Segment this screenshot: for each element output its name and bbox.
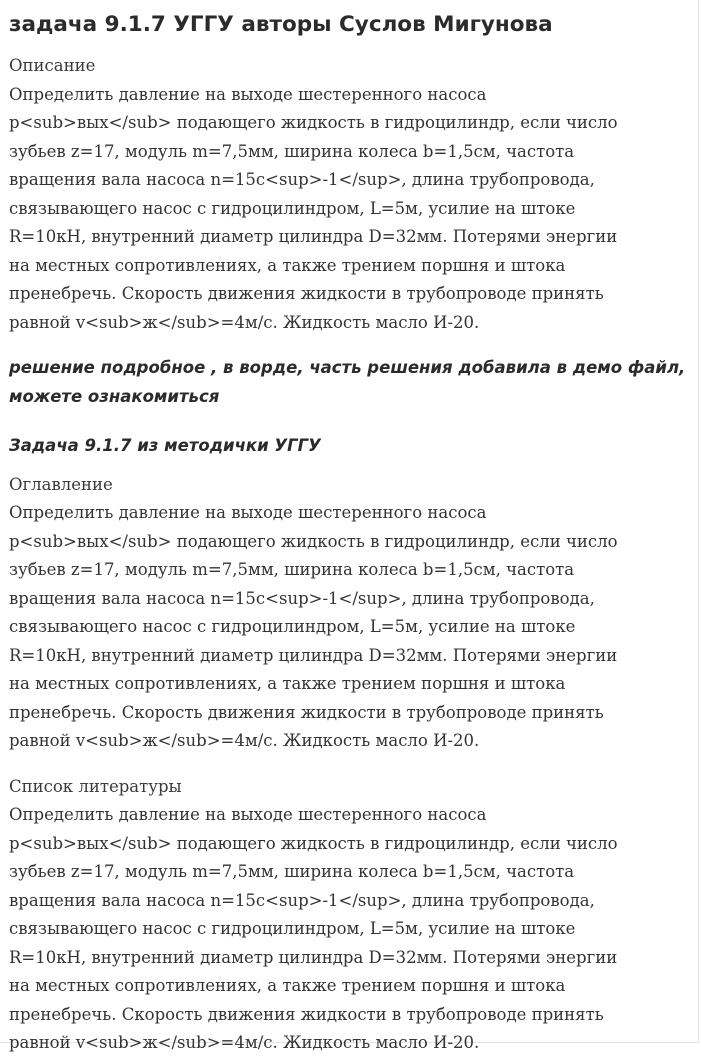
references-line: равной v<sub>ж</sub>=4м/с. Жидкость масло И-20.: [9, 1033, 480, 1052]
contents-line: R=10кН, внутренний диаметр цилиндра D=32мм. Потерями энергии: [9, 645, 618, 665]
description-text: [9, 81, 690, 338]
references-heading: Список литературы: [9, 776, 182, 796]
references-line: вращения вала насоса n=15с<sup>-1</sup>, длина трубопровода,: [9, 890, 595, 910]
references-line: зубьев z=17, модуль m=7,5мм, ширина колеса b=1,5см, частота: [9, 862, 575, 881]
references-line: p<sub>вых</sub> подающего жидкость в гидроцилиндр, если число: [9, 833, 618, 853]
description-line: связывающего насос с гидроцилиндром, L=5м, усилие на штоке: [9, 198, 576, 218]
contents-line: связывающего насос с гидроцилиндром, L=5м, усилие на штоке: [9, 617, 576, 636]
task-subtitle: Задача 9.1.7 из методички УГГУ: [9, 436, 321, 455]
description-line: на местных сопротивлениях, а также трением поршня и штока: [9, 255, 566, 275]
solution-note: [9, 354, 690, 411]
description-line: зубьев z=17, модуль m=7,5мм, ширина колеса b=1,5см, частота: [9, 141, 575, 161]
references-line: пренебречь. Скорость движения жидкости в трубопроводе принять: [9, 1004, 604, 1024]
contents-line: Определить давление на выходе шестеренного насоса: [9, 503, 487, 522]
description-line: p<sub>вых</sub> подающего жидкость в гидроцилиндр, если число: [9, 113, 618, 132]
contents-line: вращения вала насоса n=15с<sup>-1</sup>, длина трубопровода,: [9, 588, 595, 608]
references-text: [9, 801, 690, 1058]
description-section: [9, 52, 690, 337]
contents-line: равной v<sub>ж</sub>=4м/с. Жидкость масло И-20.: [9, 731, 480, 750]
contents-section: [9, 471, 690, 756]
solution-note-line: решение подробное , в ворде, часть решения добавила в демо файл,: [9, 358, 686, 377]
page-title: задача 9.1.7 УГГУ авторы Суслов Мигунова: [9, 12, 553, 37]
solution-note-line: можете ознакомиться: [9, 386, 220, 406]
contents-line: пренебречь. Скорость движения жидкости в трубопроводе принять: [9, 702, 604, 722]
contents-heading: Оглавление: [9, 474, 113, 494]
contents-line: на местных сопротивлениях, а также трением поршня и штока: [9, 674, 566, 693]
description-line: R=10кН, внутренний диаметр цилиндра D=32мм. Потерями энергии: [9, 227, 618, 246]
contents-line: зубьев z=17, модуль m=7,5мм, ширина колеса b=1,5см, частота: [9, 560, 575, 579]
description-line: Определить давление на выходе шестеренного насоса: [9, 84, 487, 104]
references-line: связывающего насос с гидроцилиндром, L=5м, усилие на штоке: [9, 919, 576, 938]
references-section: [9, 773, 690, 1058]
references-line: Определить давление на выходе шестеренного насоса: [9, 805, 487, 824]
description-line: вращения вала насоса n=15с<sup>-1</sup>, длина трубопровода,: [9, 170, 595, 189]
contents-text: [9, 499, 690, 756]
contents-line: p<sub>вых</sub> подающего жидкость в гидроцилиндр, если число: [9, 531, 618, 551]
references-line: R=10кН, внутренний диаметр цилиндра D=32мм. Потерями энергии: [9, 947, 618, 967]
description-line: пренебречь. Скорость движения жидкости в трубопроводе принять: [9, 284, 604, 303]
references-line: на местных сопротивлениях, а также трением поршня и штока: [9, 976, 566, 995]
description-line: равной v<sub>ж</sub>=4м/с. Жидкость масло И-20.: [9, 312, 480, 332]
description-heading: Описание: [9, 56, 96, 75]
